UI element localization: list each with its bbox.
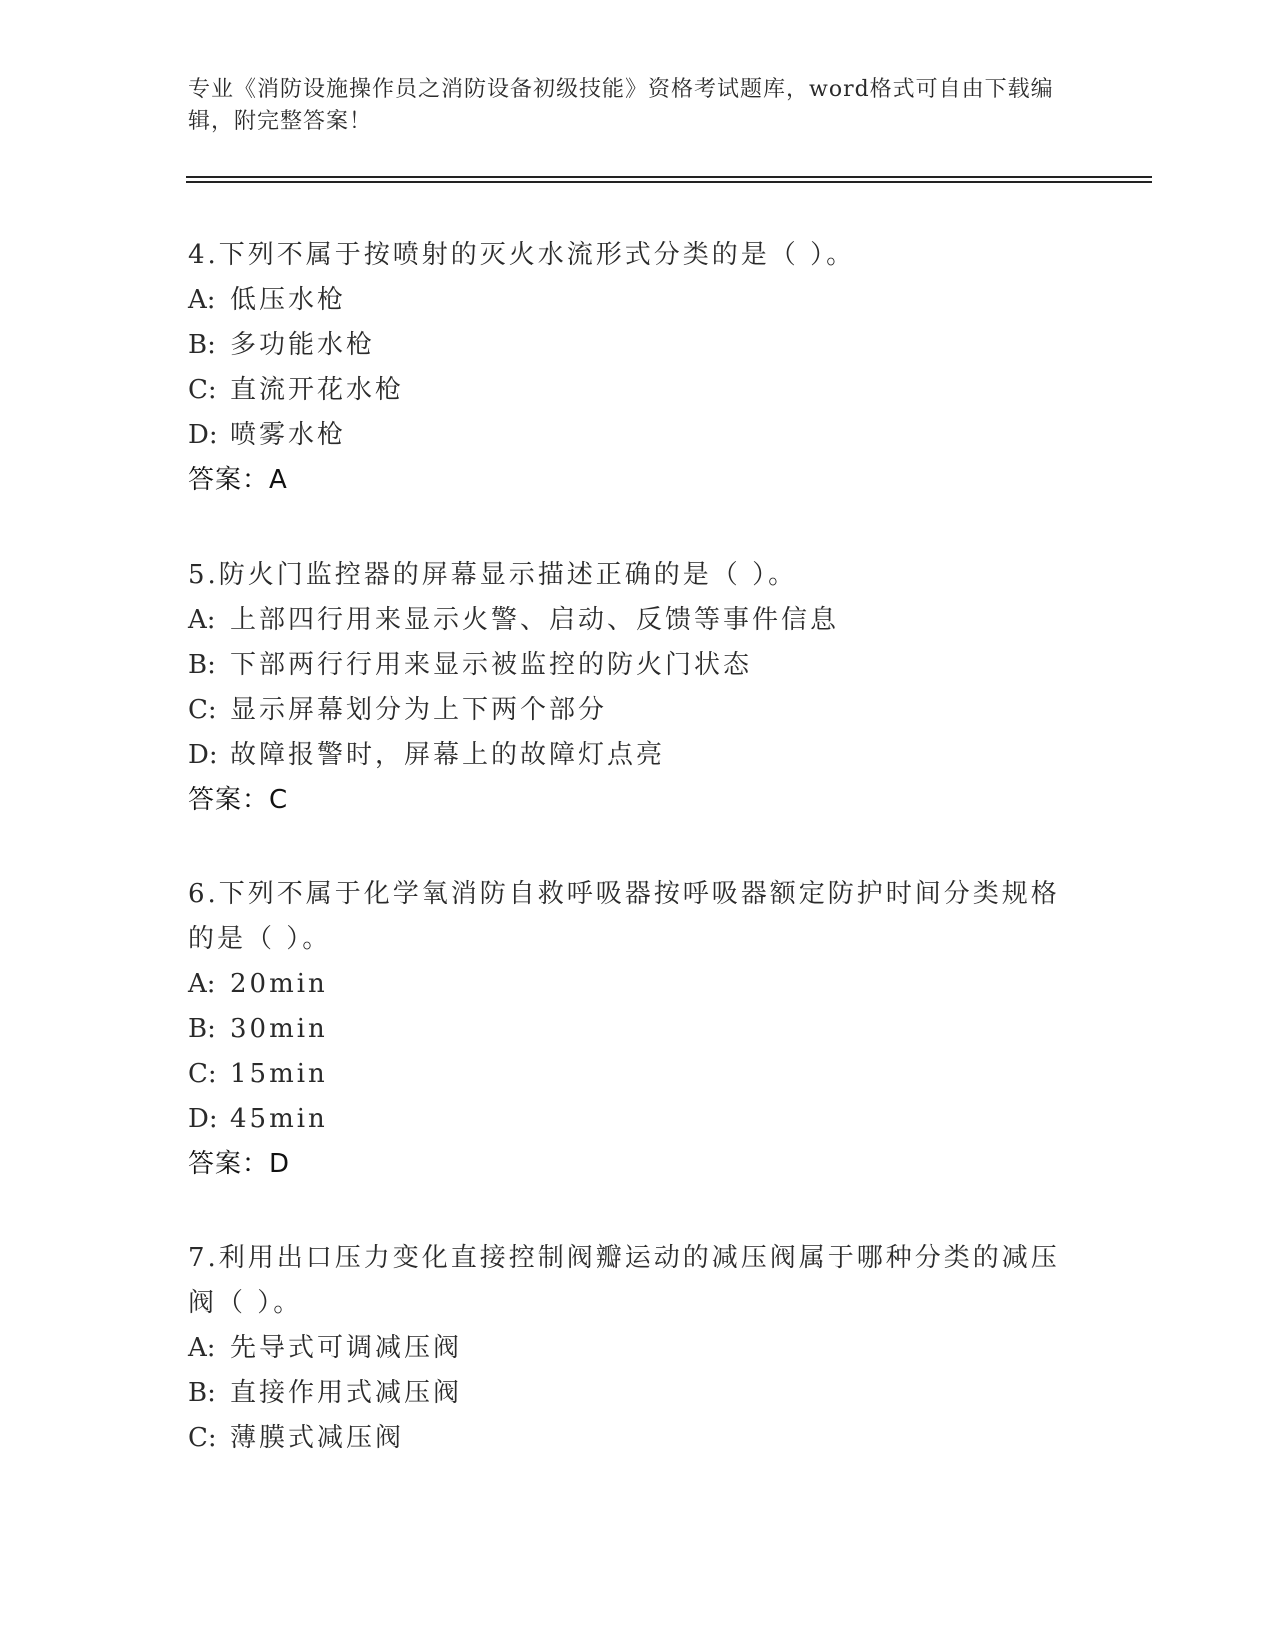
option-text: 低压水枪 <box>230 285 347 315</box>
question-stem: 6.下列不属于化学氧消防自救呼吸器按呼吸器额定防护时间分类规格的是（ ）。 <box>188 879 1060 954</box>
option-c <box>188 1416 1068 1461</box>
option-key: A: <box>188 969 216 999</box>
option-c <box>188 1052 1068 1097</box>
option-b <box>188 643 1068 688</box>
option-text: 20min <box>230 969 328 999</box>
question-stem: 5.防火门监控器的屏幕显示描述正确的是（ ）。 <box>188 560 798 590</box>
option-key: C: <box>188 1423 217 1453</box>
option-key: B: <box>188 1014 216 1044</box>
header-divider-top <box>186 176 1152 178</box>
option-text: 下部两行行用来显示被监控的防火门状态 <box>230 650 753 680</box>
option-text: 薄膜式减压阀 <box>230 1423 405 1453</box>
answer-line: 答案：D <box>188 1149 291 1179</box>
option-key: D: <box>188 740 218 770</box>
question-4 <box>188 233 1068 503</box>
option-d <box>188 733 1068 778</box>
option-text: 故障报警时，屏幕上的故障灯点亮 <box>230 740 666 770</box>
option-text: 喷雾水枪 <box>230 420 347 450</box>
option-key: D: <box>188 420 218 450</box>
question-5 <box>188 553 1068 823</box>
option-a <box>188 962 1068 1007</box>
option-text: 显示屏幕划分为上下两个部分 <box>230 695 608 725</box>
option-text: 45min <box>230 1104 328 1134</box>
option-text: 30min <box>230 1014 328 1044</box>
option-c <box>188 688 1068 733</box>
option-b <box>188 1007 1068 1052</box>
answer-line: 答案：C <box>188 785 289 815</box>
option-key: A: <box>188 605 216 635</box>
option-d <box>188 413 1068 458</box>
option-key: D: <box>188 1104 218 1134</box>
option-a <box>188 598 1068 643</box>
option-text: 多功能水枪 <box>230 330 376 360</box>
option-key: B: <box>188 1378 216 1408</box>
option-a <box>188 278 1068 323</box>
option-key: C: <box>188 375 217 405</box>
option-text: 直流开花水枪 <box>230 375 405 405</box>
option-b <box>188 1371 1068 1416</box>
question-stem: 7.利用出口压力变化直接控制阀瓣运动的减压阀属于哪种分类的减压阀（ ）。 <box>188 1243 1060 1318</box>
option-text: 15min <box>230 1059 328 1089</box>
option-key: B: <box>188 650 216 680</box>
question-stem: 4.下列不属于按喷射的灭火水流形式分类的是（ ）。 <box>188 240 856 270</box>
question-6 <box>188 872 1068 1187</box>
answer-line: 答案：A <box>188 465 288 495</box>
option-key: C: <box>188 695 217 725</box>
option-text: 先导式可调减压阀 <box>230 1333 463 1363</box>
option-text: 上部四行用来显示火警、启动、反馈等事件信息 <box>230 605 840 635</box>
option-key: A: <box>188 1333 216 1363</box>
option-c <box>188 368 1068 413</box>
header-divider-bottom <box>186 181 1152 183</box>
option-a <box>188 1326 1068 1371</box>
option-text: 直接作用式减压阀 <box>230 1378 463 1408</box>
option-key: A: <box>188 285 216 315</box>
question-7 <box>188 1236 1068 1461</box>
option-key: C: <box>188 1059 217 1089</box>
document-header: 专业《消防设施操作员之消防设备初级技能》资格考试题库，word格式可自由下载编辑，附完整答案！ <box>188 77 1054 134</box>
option-d <box>188 1097 1068 1142</box>
option-key: B: <box>188 330 216 360</box>
option-b <box>188 323 1068 368</box>
